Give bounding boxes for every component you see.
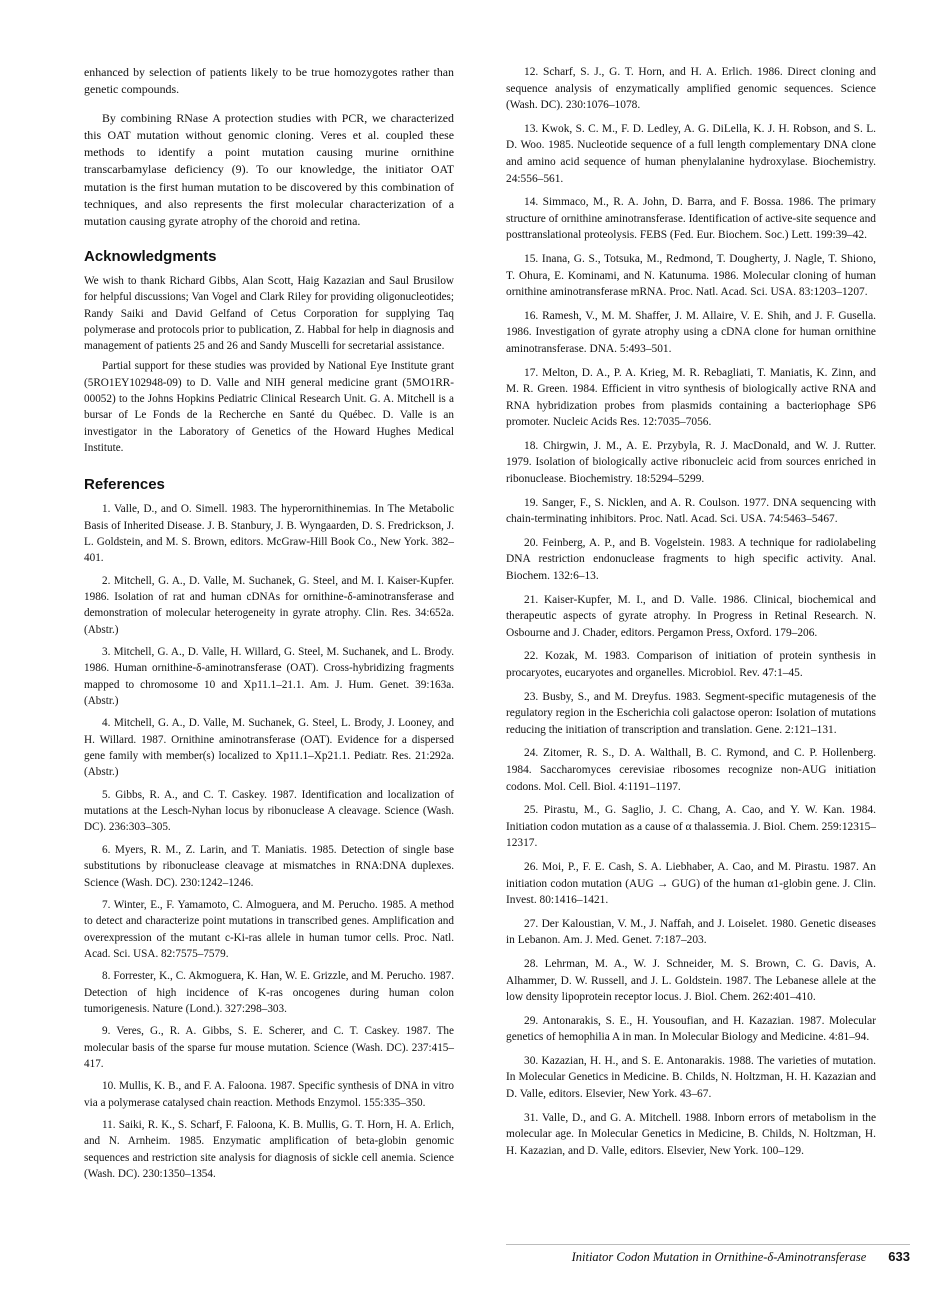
reference-item: 28. Lehrman, M. A., W. J. Schneider, M. S. Brown, C. G. Davis, A. Alhammer, D. W. Russell, and J. L. Goldstein. 1987. The Lebanese allele at the low density lipoprotein receptor locus. J. Biol. Chem. 262:401–410. xyxy=(506,957,876,1004)
reference-item: 24. Zitomer, R. S., D. A. Walthall, B. C. Rymond, and C. P. Hollenberg. 1984. Saccharomyces cerevisiae ribosomes recognize non-AUG initiation codons. Mol. Cell. Biol. 4:1191–1197. xyxy=(506,747,876,793)
reference-item: 27. Der Kaloustian, V. M., J. Naffah, and J. Loiselet. 1980. Genetic diseases in Lebanon. Am. J. Med. Genet. 7:187–203. xyxy=(506,917,876,947)
reference-list-right xyxy=(506,64,876,1159)
reference-item: 20. Feinberg, A. P., and B. Vogelstein. 1983. A technique for radiolabeling DNA restriction endonuclease fragments to high specific activity. Anal. Biochem. 132:6–13. xyxy=(506,536,876,583)
reference-item: 5. Gibbs, R. A., and C. T. Caskey. 1987. Identification and localization of mutations at the Lesch-Nyhan locus by ribonuclease A cleavage. Science (Wash. DC). 236:303–305. xyxy=(84,788,454,834)
reference-item: 16. Ramesh, V., M. M. Shaffer, J. M. Allaire, V. E. Shih, and J. F. Gusella. 1986. Investigation of gyrate atrophy using a cDNA clone for human ornithine aminotransferase. DNA. 5:493–501. xyxy=(506,309,876,355)
acknowledgments-paragraph: Partial support for these studies was provided by National Eye Institute grant (5RO1EY102948-09) to D. Valle and NIH general medicine grant (5MO1RR-00052) to the Johns Hopkins Pediatric Clinical Research Unit. G. A. Mitchell is a bursar of Le Fonds de la Recherche en Santé du Québec. D. Valle is an investigator in the Laboratory of Genetics of the Howard Hughes Medical Institute. xyxy=(84,360,454,454)
reference-item: 8. Forrester, K., C. Akmoguera, K. Han, W. E. Grizzle, and M. Perucho. 1987. Detection of high incidence of K-ras oncogenes during human colon tumorigenesis. Nature (Lond.). 327:298–303. xyxy=(84,970,454,1015)
reference-item: 25. Pirastu, M., G. Saglio, J. C. Chang, A. Cao, and Y. W. Kan. 1984. Initiation codon mutation as a cause of α thalassemia. J. Biol. Chem. 259:12315–12317. xyxy=(506,804,876,850)
reference-item: 23. Busby, S., and M. Dreyfus. 1983. Segment-specific mutagenesis of the regulatory region in the Escherichia coli galactose operon: Isolation of mutations reducing the initiation of transcription and translation. Gene. 2:121–131. xyxy=(506,690,876,736)
reference-item: 14. Simmaco, M., R. A. John, D. Barra, and F. Bossa. 1986. The primary structure of ornithine aminotransferase. Identification of active-site sequence and posttranslational proteolysis. FEBS (Fed. Eur. Biochem. Soc.) Lett. 199:39–42. xyxy=(506,196,876,242)
reference-item: 29. Antonarakis, S. E., H. Yousoufian, and H. Kazazian. 1987. Molecular genetics of hemophilia A in man. In Molecular Biology and Medicine. 4:81–94. xyxy=(506,1014,876,1044)
reference-item: 7. Winter, E., F. Yamamoto, C. Almoguera, and M. Perucho. 1985. A method to detect and characterize point mutations in transcribed genes. Amplification and overexpression of the mutant c-Ki-ras allele in human tumor cells. Proc. Natl. Acad. Sci. USA. 82:7575–7579. xyxy=(84,898,454,960)
reference-item: 26. Moi, P., F. E. Cash, S. A. Liebhaber, A. Cao, and M. Pirastu. 1987. An initiation codon mutation (AUG → GUG) of the human α1-globin gene. J. Clin. Invest. 80:1416–1421. xyxy=(506,860,876,907)
right-column xyxy=(506,64,876,1166)
reference-item: 30. Kazazian, H. H., and S. E. Antonarakis. 1988. The varieties of mutation. In Molecular Genetics in Medicine. B. Childs, N. Holtzman, H. H. Kazazian and D. Valle, editors. Elsevier, New York. 43–67. xyxy=(506,1054,876,1101)
reference-item: 31. Valle, D., and G. A. Mitchell. 1988. Inborn errors of metabolism in the molecular age. In Molecular Genetics in Medicine, B. Childs, N. Holtzman, H. H. Kazazian, and D. Valle, editors. Elsevier, New York. 100–129. xyxy=(506,1111,876,1157)
left-column xyxy=(84,64,454,1188)
reference-item: 21. Kaiser-Kupfer, M. I., and D. Valle. 1986. Clinical, biochemical and therapeutic aspects of gyrate atrophy. In Progress in Retinal Research. N. Osbourne and J. Chader, editors. Pergamon Press, Oxford. 179–206. xyxy=(506,593,876,639)
reference-list-left xyxy=(84,501,454,1182)
reference-item: 13. Kwok, S. C. M., F. D. Ledley, A. G. DiLella, K. J. H. Robson, and S. L. D. Woo. 1985. Nucleotide sequence of a full length complementary DNA clone and amino acid sequence of human phenylalanine hydroxylase. Biochemistry. 24:556–561. xyxy=(506,122,876,185)
reference-item: 22. Kozak, M. 1983. Comparison of initiation of protein synthesis in procaryotes, eucaryotes and organelles. Microbiol. Rev. 47:1–45. xyxy=(506,650,876,679)
reference-item: 10. Mullis, K. B., and F. A. Faloona. 1987. Specific synthesis of DNA in vitro via a polymerase catalysed chain reaction. Methods Enzymol. 155:335–350. xyxy=(84,1080,454,1109)
reference-item: 4. Mitchell, G. A., D. Valle, M. Suchanek, G. Steel, L. Brody, J. Looney, and H. Willard. 1987. Ornithine aminotransferase (OAT). Evidence for a dispersed gene family with member(s) localized to Xp11.1–Xp21.1. Pediatr. Res. 21:292a. (Abstr.) xyxy=(84,717,454,779)
reference-item: 19. Sanger, F., S. Nicklen, and A. R. Coulson. 1977. DNA sequencing with chain-terminating inhibitors. Proc. Natl. Acad. Sci. USA. 74:5463–5467. xyxy=(506,496,876,526)
running-title: Initiator Codon Mutation in Ornithine-δ-Aminotransferase xyxy=(571,1250,867,1264)
reference-item: 9. Veres, G., R. A. Gibbs, S. E. Scherer, and C. T. Caskey. 1987. The molecular basis of the sparse fur mouse mutation. Science (Wash. DC). 237:415–417. xyxy=(84,1025,454,1070)
page-footer xyxy=(506,1244,910,1265)
reference-item: 2. Mitchell, G. A., D. Valle, M. Suchanek, G. Steel, and M. I. Kaiser-Kupfer. 1986. Isolation of rat and human cDNAs for ornithine-δ-aminotransferase and demonstration of molecular heterogeneity in gyrate atrophy. Clin. Res. 34:652a. (Abstr.) xyxy=(84,574,454,636)
reference-item: 11. Saiki, R. K., S. Scharf, F. Faloona, K. B. Mullis, G. T. Horn, H. A. Erlich, and N. Arnheim. 1985. Enzymatic amplification of beta-globin genomic sequences and restriction site analysis for diagnosis of sickle cell anemia. Science (Wash. DC). 230:1350–1354. xyxy=(84,1118,454,1181)
reference-item: 18. Chirgwin, J. M., A. E. Przybyla, R. J. MacDonald, and W. J. Rutter. 1979. Isolation of biologically active ribonucleic acid from sources enriched in ribonuclease. Biochemistry. 18:5294–5299. xyxy=(506,439,876,486)
intro-paragraph: By combining RNase A protection studies with PCR, we characterized this OAT mutation without genomic cloning. Veres et al. coupled these methods to identify a point mutation causing murine ornithine transcarbamylase deficiency (9). To our knowledge, the initiator OAT mutation is the first human mutation to be discovered by this combination of techniques, and also represents the first molecular characterization of a mutation causing gyrate atrophy of the choroid and retina. xyxy=(84,111,454,228)
reference-item: 15. Inana, G. S., Totsuka, M., Redmond, T. Dougherty, J. Nagle, T. Shiono, T. Ohura, E. Kominami, and N. Katunuma. 1986. Molecular cloning of human ornithine aminotransferase mRNA. Proc. Natl. Acad. Sci. USA. 83:1203–1207. xyxy=(506,252,876,299)
acknowledgments-paragraph: We wish to thank Richard Gibbs, Alan Scott, Haig Kazazian and Saul Brusilow for helpful discussions; Van Vogel and Clark Riley for providing oligonucleotides; Randy Saiki and David Gelfand of Cetus Corporation for supplying Taq polymerase and protocols prior to publication, Z. Habbal for help in diagnosis and management of patients 25 and 26 and Sandy Muscelli for secretarial assistance. xyxy=(84,274,454,353)
acknowledgments-heading: Acknowledgments xyxy=(84,247,217,265)
reference-item: 12. Scharf, S. J., G. T. Horn, and H. A. Erlich. 1986. Direct cloning and sequence analysis of enzymatically amplified genomic sequences. Science (Wash. DC). 230:1076–1078. xyxy=(506,66,876,112)
intro-paragraph: enhanced by selection of patients likely to be true homozygotes rather than genetic compounds. xyxy=(84,65,454,97)
reference-item: 1. Valle, D., and O. Simell. 1983. The hyperornithinemias. In The Metabolic Basis of Inherited Disease. J. B. Stanbury, J. B. Wyngaarden, D. S. Fredrickson, J. L. Goldstein, and M. S. Brown, editors. McGraw-Hill Book Co., New York. 382–401. xyxy=(84,503,454,565)
reference-item: 3. Mitchell, G. A., D. Valle, H. Willard, G. Steel, M. Suchanek, and L. Brody. 1986. Human ornithine-δ-aminotransferase (OAT). Cross-hybridizing fragments mapped to chromosome 10 and Xp11.1–21.1. Am. J. Hum. Genet. 39:163a. (Abstr.) xyxy=(84,646,454,708)
reference-item: 6. Myers, R. M., Z. Larin, and T. Maniatis. 1985. Detection of single base substitutions by ribonuclease cleavage at mismatches in RNA:DNA duplexes. Science (Wash. DC). 230:1242–1246. xyxy=(84,843,454,889)
reference-item: 17. Melton, D. A., P. A. Krieg, M. R. Rebagliati, T. Maniatis, K. Zinn, and M. R. Green. 1984. Efficient in vitro synthesis of biologically active RNA and RNA hybridization probes from plasmids containing a bacteriophage SP6 promoter. Nucleic Acids Res. 12:7035–7056. xyxy=(506,366,876,429)
page-number: 633 xyxy=(888,1249,910,1264)
references-heading: References xyxy=(84,476,165,494)
